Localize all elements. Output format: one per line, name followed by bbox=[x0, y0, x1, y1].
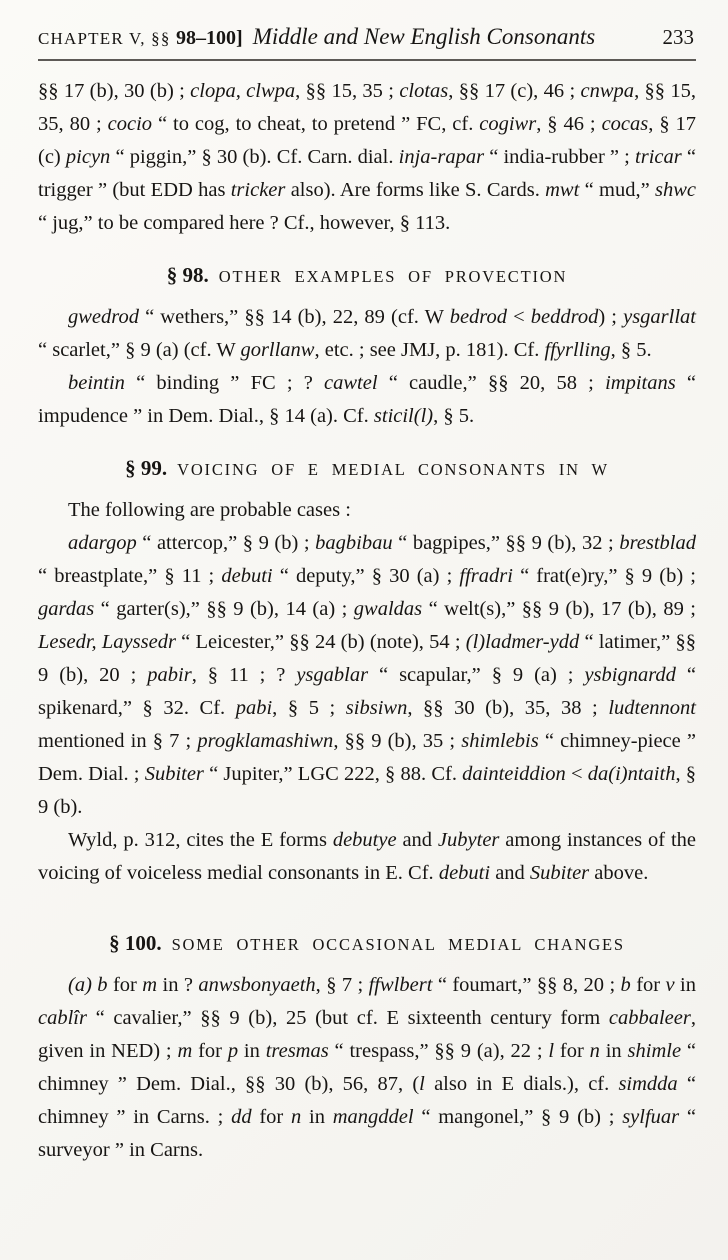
text-segment: l bbox=[419, 1073, 425, 1095]
text-segment: “ impudence ” in Dem. Dial., § 14 (a). Cf. bbox=[38, 372, 696, 427]
text-segment: b bbox=[620, 974, 631, 996]
text-segment: for bbox=[192, 1040, 228, 1062]
section-98-title: OTHER EXAMPLES OF PROVECTION bbox=[218, 267, 568, 286]
text-segment: , etc. ; see JMJ, p. 181). Cf. bbox=[314, 339, 545, 361]
text-segment: debutye bbox=[332, 829, 397, 851]
chapter-label: CHAPTER V, §§ bbox=[38, 29, 177, 48]
header-rule bbox=[38, 59, 696, 61]
text-segment: Jubyter bbox=[437, 829, 500, 851]
text-segment: and bbox=[396, 829, 438, 851]
text-segment: §§ 17 (b), 30 (b) ; bbox=[38, 80, 191, 102]
paragraph-98-2 bbox=[38, 367, 696, 433]
text-segment: beintin bbox=[68, 372, 125, 394]
text-segment: , §§ 17 (c), 46 ; bbox=[448, 80, 581, 102]
text-segment: clopa, clwpa bbox=[190, 80, 296, 102]
text-segment: tricker bbox=[230, 179, 286, 201]
text-segment: “ to cog, to cheat, to pretend ” FC, cf. bbox=[152, 113, 480, 135]
text-segment: inja-rapar bbox=[398, 146, 485, 168]
text-segment: ffwlbert bbox=[368, 974, 433, 996]
text-segment: anwsbonyaeth bbox=[198, 974, 316, 996]
text-segment: “ attercop,” § 9 (b) ; bbox=[136, 532, 316, 554]
page-number: 233 bbox=[662, 25, 694, 49]
text-segment: “ india-rubber ” ; bbox=[484, 146, 636, 168]
paragraph-99-1 bbox=[38, 527, 696, 824]
text-segment: “ deputy,” § 30 (a) ; bbox=[272, 565, 460, 587]
text-segment: “ trigger ” (but EDD has bbox=[38, 146, 696, 201]
section-100-number: § 100. bbox=[109, 931, 162, 955]
text-segment: “ Leicester,” §§ 24 (b) (note), 54 ; bbox=[175, 631, 466, 653]
text-segment: adargop bbox=[68, 532, 137, 554]
text-segment: n bbox=[589, 1040, 600, 1062]
text-segment: sylfuar bbox=[622, 1106, 680, 1128]
text-segment: Subiter bbox=[529, 862, 590, 884]
text-segment: mentioned in § 7 ; bbox=[38, 730, 198, 752]
text-segment: , § 5. bbox=[433, 405, 475, 427]
running-header-left bbox=[38, 24, 595, 50]
text-segment: mangddel bbox=[332, 1106, 414, 1128]
section-99-number: § 99. bbox=[125, 456, 168, 480]
text-segment: beddrod bbox=[530, 306, 599, 328]
text-segment: “ chimney ” in Carns. ; bbox=[38, 1073, 696, 1128]
text-segment: for bbox=[251, 1106, 292, 1128]
text-segment: mwt bbox=[545, 179, 580, 201]
text-segment: “ Jupiter,” LGC 222, § 88. Cf. bbox=[203, 763, 463, 785]
text-segment: , §§ 9 (b), 35 ; bbox=[333, 730, 462, 752]
text-segment: “ scapular,” § 9 (a) ; bbox=[368, 664, 585, 686]
text-segment: “ trespass,” §§ 9 (a), 22 ; bbox=[328, 1040, 549, 1062]
text-segment: ysgarllat bbox=[623, 306, 696, 328]
text-segment: “ chimney ” Dem. Dial., §§ 30 (b), 56, 87, ( bbox=[38, 1040, 696, 1095]
text-segment: bedrod bbox=[449, 306, 508, 328]
text-segment: , §§ 15, 35 ; bbox=[295, 80, 400, 102]
text-segment: m bbox=[177, 1040, 193, 1062]
text-segment: impitans bbox=[605, 372, 676, 394]
text-segment: , § 46 ; bbox=[536, 113, 602, 135]
text-segment: “ bagpipes,” §§ 9 (b), 32 ; bbox=[392, 532, 620, 554]
text-segment: “ spikenard,” § 32. Cf. bbox=[38, 664, 696, 719]
text-segment: cocas bbox=[601, 113, 649, 135]
text-segment: n bbox=[291, 1106, 302, 1128]
text-segment: tresmas bbox=[265, 1040, 329, 1062]
text-segment: “ frat(e)ry,” § 9 (b) ; bbox=[512, 565, 697, 587]
text-segment: “ foumart,” §§ 8, 20 ; bbox=[432, 974, 621, 996]
heading-section-98 bbox=[38, 262, 696, 290]
text-segment: “ piggin,” § 30 (b). Cf. Carn. dial. bbox=[110, 146, 399, 168]
text-segment: ) ; bbox=[598, 306, 624, 328]
text-segment: “ chimney-piece ” Dem. Dial. ; bbox=[38, 730, 696, 785]
text-segment: v bbox=[665, 974, 675, 996]
text-segment: “ mangonel,” § 9 (b) ; bbox=[413, 1106, 623, 1128]
paragraph-100-1 bbox=[38, 969, 696, 1167]
text-segment: in bbox=[238, 1040, 266, 1062]
text-segment: Subiter bbox=[144, 763, 204, 785]
text-segment: ysgablar bbox=[296, 664, 369, 686]
heading-section-99 bbox=[38, 455, 696, 483]
text-segment: among instances of the voicing of voiceless medial consonants in E. Cf. bbox=[38, 829, 696, 884]
text-segment: (a) b bbox=[68, 974, 108, 996]
text-segment: brestblad bbox=[619, 532, 696, 554]
text-segment: cablîr bbox=[38, 1007, 87, 1029]
text-segment: da(i)ntaith bbox=[587, 763, 676, 785]
text-segment: gwedrod bbox=[68, 306, 139, 328]
text-segment: , § 5 ; bbox=[272, 697, 346, 719]
text-segment: “ binding ” FC ; ? bbox=[124, 372, 325, 394]
text-segment: tricar bbox=[635, 146, 682, 168]
text-segment: , § 17 (c) bbox=[38, 113, 697, 168]
text-segment: “ jug,” to be compared here ? Cf., however, § 113. bbox=[38, 212, 451, 234]
paragraph-98-1 bbox=[38, 301, 696, 367]
text-segment: “ latimer,” §§ 9 (b), 20 ; bbox=[38, 631, 696, 686]
text-segment: gorllanw bbox=[240, 339, 315, 361]
text-segment: shwc bbox=[654, 179, 696, 201]
section-100-title: SOME OTHER OCCASIONAL MEDIAL CHANGES bbox=[171, 935, 625, 954]
text-segment: “ cavalier,” §§ 9 (b), 25 (but cf. E sixteenth century form bbox=[86, 1007, 609, 1029]
text-segment: gardas bbox=[38, 598, 95, 620]
text-segment: also). Are forms like S. Cards. bbox=[285, 179, 546, 201]
text-segment: dd bbox=[231, 1106, 252, 1128]
text-segment: pabir bbox=[147, 664, 192, 686]
text-segment: “ scarlet,” § 9 (a) (cf. W bbox=[38, 339, 241, 361]
text-segment: clotas bbox=[399, 80, 449, 102]
text-segment: “ wethers,” §§ 14 (b), 22, 89 (cf. W bbox=[139, 306, 450, 328]
text-segment: sibsiwn bbox=[345, 697, 408, 719]
text-segment: in bbox=[674, 974, 696, 996]
paragraph-99-2 bbox=[38, 824, 696, 890]
text-segment: picyn bbox=[65, 146, 111, 168]
text-segment: for bbox=[554, 1040, 590, 1062]
text-segment: p bbox=[227, 1040, 239, 1062]
text-segment: , §§ 15, 35, 80 ; bbox=[38, 80, 696, 135]
heading-section-100 bbox=[38, 930, 696, 958]
text-segment: sticil(l) bbox=[373, 405, 434, 427]
text-segment: in bbox=[599, 1040, 628, 1062]
text-segment: bagbibau bbox=[315, 532, 393, 554]
text-segment: “ mud,” bbox=[579, 179, 655, 201]
text-segment: , §§ 30 (b), 35, 38 ; bbox=[407, 697, 609, 719]
text-segment: cabbaleer bbox=[608, 1007, 691, 1029]
text-segment: debuti bbox=[221, 565, 273, 587]
text-segment: and bbox=[490, 862, 530, 884]
text-segment: cogiwr bbox=[479, 113, 537, 135]
text-segment: above. bbox=[589, 862, 649, 884]
paragraph-continuation bbox=[38, 75, 696, 240]
text-segment: gwaldas bbox=[353, 598, 423, 620]
text-segment: (l)ladmer-ydd bbox=[465, 631, 580, 653]
text-segment: for bbox=[107, 974, 143, 996]
text-segment: “ breastplate,” § 11 ; bbox=[38, 565, 222, 587]
text-segment: The following are probable cases : bbox=[68, 499, 351, 521]
text-segment: cocio bbox=[107, 113, 153, 135]
text-segment: in ? bbox=[157, 974, 199, 996]
text-segment: ffyrlling bbox=[544, 339, 611, 361]
text-segment: in bbox=[301, 1106, 333, 1128]
text-segment: “ caudle,” §§ 20, 58 ; bbox=[377, 372, 606, 394]
text-segment: cnwpa bbox=[580, 80, 635, 102]
text-segment: “ surveyor ” in Carns. bbox=[38, 1106, 697, 1161]
text-segment: , given in NED) ; bbox=[38, 1007, 696, 1062]
text-segment: “ garter(s),” §§ 9 (b), 14 (a) ; bbox=[94, 598, 354, 620]
running-title: Middle and New English Consonants bbox=[252, 24, 596, 49]
text-segment: dainteiddion bbox=[462, 763, 566, 785]
text-segment: , § 7 ; bbox=[315, 974, 369, 996]
text-segment: , § 11 ; ? bbox=[191, 664, 297, 686]
text-segment: m bbox=[142, 974, 158, 996]
text-segment: ludtennont bbox=[608, 697, 696, 719]
running-header bbox=[38, 24, 696, 50]
text-segment: l bbox=[548, 1040, 555, 1062]
text-segment: ffradri bbox=[459, 565, 513, 587]
text-segment: , § 5. bbox=[610, 339, 652, 361]
text-segment: < bbox=[507, 306, 531, 328]
text-segment: shimle bbox=[627, 1040, 682, 1062]
text-segment: pabi bbox=[235, 697, 273, 719]
text-segment: cawtel bbox=[324, 372, 378, 394]
section-98-number: § 98. bbox=[166, 263, 209, 287]
section-99-title: VOICING OF E MEDIAL CONSONANTS IN W bbox=[177, 460, 609, 479]
text-segment: progklamashiwn bbox=[197, 730, 334, 752]
text-segment: “ welt(s),” §§ 9 (b), 17 (b), 89 ; bbox=[422, 598, 696, 620]
text-segment: simdda bbox=[618, 1073, 678, 1095]
text-segment: Wyld, p. 312, cites the E forms bbox=[68, 829, 333, 851]
text-segment: for bbox=[630, 974, 666, 996]
text-segment: Lesedr, Layssedr bbox=[38, 631, 176, 653]
text-segment: shimlebis bbox=[461, 730, 539, 752]
text-segment: also in E dials.), cf. bbox=[424, 1073, 619, 1095]
text-segment: ysbignardd bbox=[584, 664, 676, 686]
section-range: 98–100] bbox=[176, 27, 243, 49]
paragraph-99-lead bbox=[38, 494, 696, 527]
text-segment: < bbox=[565, 763, 588, 785]
text-segment: debuti bbox=[438, 862, 491, 884]
text-segment: , § 9 (b). bbox=[38, 763, 697, 818]
